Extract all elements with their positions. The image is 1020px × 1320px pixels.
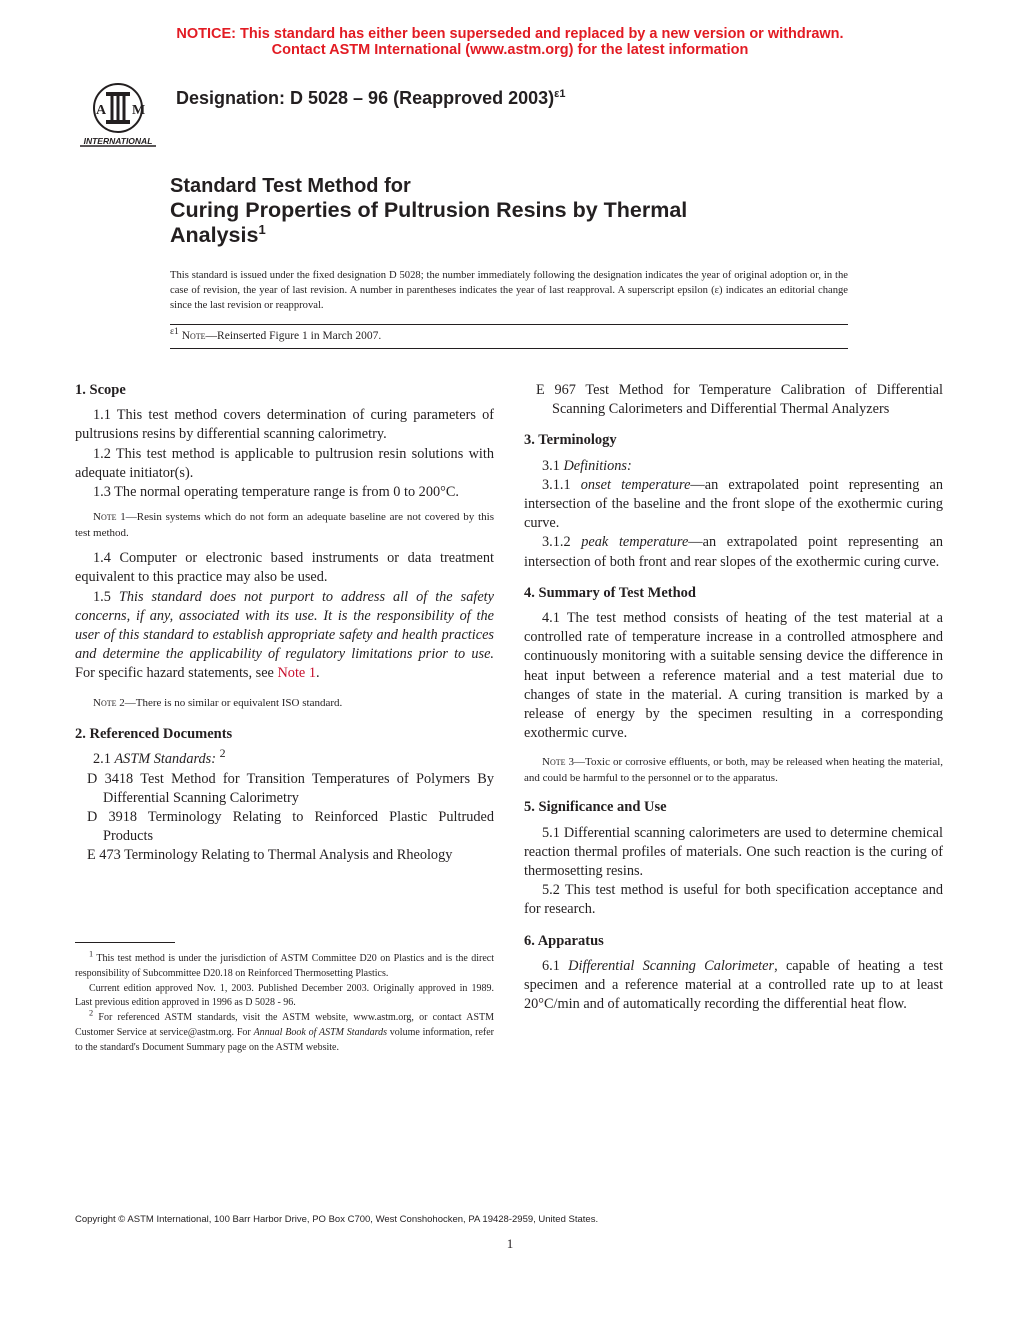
ref-item-e473: E 473 Terminology Relating to Thermal Analysis and Rheology — [87, 847, 453, 864]
note-1-text: 1—Resin systems which do not form an adequate baseline are not covered by this test method. — [75, 511, 494, 539]
note-2 — [75, 696, 494, 712]
section-heading-referenced: 2. Referenced Documents — [75, 726, 233, 743]
section-heading-significance: 5. Significance and Use — [524, 799, 667, 816]
terminology-3-1-1 — [524, 476, 943, 534]
note-2-text: 2—There is no similar or equivalent ISO standard. — [116, 696, 343, 709]
issued-statement: This standard is issued under the fixed designation D 5028; the number immediately following the designation indicates the year of original adoption or, in the case of revision, the year of last revision. A number in parentheses indicates the year of last reapproval. A superscript epsilon (ε) indicates an editorial change since the last revision or reapproval. — [170, 270, 848, 311]
apparatus-6-1-italic: Differential Scanning Calorimeter — [568, 957, 775, 974]
apparatus-6-1-text: , capable of heating a test specimen and a reference material at a controlled rate up to at least 20°C/min and of automatically recording the differential heat flow. — [524, 957, 943, 1013]
significance-5-1: 5.1 Differential scanning calorimeters are used to determine chemical reaction thermal profiles of materials. One such reaction is the curing of thermosetting resins. — [524, 824, 943, 880]
note-3 — [524, 755, 943, 786]
page-number: 1 — [506, 1236, 514, 1251]
footnote-1-sup: 1 — [89, 949, 94, 959]
title-line-1: Standard Test Method for — [170, 175, 411, 197]
terminology-3-1 — [524, 457, 943, 476]
notice-banner — [0, 26, 1020, 58]
ref-item-d3918: D 3918 Terminology Relating to Reinforced Plastic Pultruded Products — [87, 808, 494, 845]
significance-5-2: 5.2 This test method is useful for both specification acceptance and for research. — [524, 882, 943, 918]
referenced-2-1-lead: 2.1 — [93, 751, 115, 768]
copyright: Copyright © ASTM International, 100 Barr Harbor Drive, PO Box C700, West Conshohocken, PA 19428-2959, United States. — [75, 1214, 599, 1225]
designation-text: Designation: D 5028 – 96 (Reapproved 2003) — [176, 88, 555, 108]
footnote-2-text-a: For referenced ASTM standards, visit the ASTM website, www.astm.org, or contact ASTM Customer Service at service@astm.org. For — [75, 1012, 494, 1038]
scope-1-1: 1.1 This test method covers determination of curing parameters of pultrusions resins by differential scanning calorimetry. — [75, 407, 494, 443]
section-heading-summary: 4. Summary of Test Method — [524, 584, 696, 601]
footnote-1-text: This test method is under the jurisdiction of ASTM Committee D20 on Plastics and is the direct responsibility of Subcommittee D20.18 on Reinforced Thermosetting Plastics. — [75, 953, 494, 979]
section-heading-scope: 1. Scope — [75, 382, 126, 398]
scope-1-4: 1.4 Computer or electronic based instruments or data treatment equivalent to this practice may also be used. — [75, 550, 494, 586]
logo-text: INTERNATIONAL — [83, 136, 153, 146]
note-1-link[interactable]: Note 1 — [277, 665, 316, 682]
svg-text:A: A — [96, 103, 107, 118]
ref-item-d3418: D 3418 Test Method for Transition Temperatures of Polymers By Differential Scanning Calorimetry — [87, 770, 494, 806]
footnote-2-sup: 2 — [89, 1008, 94, 1018]
terminology-3-1-2 — [524, 533, 943, 571]
ref-item-e967: E 967 Test Method for Temperature Calibration of Differential Scanning Calorimeters and Differential Thermal Analyzers — [536, 382, 943, 418]
notice-line-1: NOTICE: This standard has either been superseded and replaced by a new version or withdrawn. — [176, 26, 844, 42]
scope-1-5-end: . — [315, 665, 320, 682]
terminology-3-1-1-lead: 3.1.1 — [542, 476, 581, 493]
footnotes — [75, 942, 494, 1056]
note-1-label: Note — [93, 511, 117, 524]
epsilon-mark: ε1 — [170, 326, 179, 338]
scope-1-3: 1.3 The normal operating temperature range is from 0 to 200°C. — [93, 484, 459, 501]
left-column — [75, 381, 494, 866]
referenced-2-1-italic: ASTM Standards: — [114, 751, 216, 768]
term-peak-temperature: peak temperature — [581, 534, 689, 551]
title-line-2: Curing Properties of Pultrusion Resins by Thermal — [170, 198, 688, 222]
terminology-3-1-italic: Definitions: — [563, 457, 632, 474]
note-1 — [75, 510, 494, 541]
title-line-3: Analysis — [170, 223, 259, 247]
apparatus-6-1-lead: 6.1 — [542, 957, 569, 974]
scope-1-5-italic: This standard does not purport to address all of the safety concerns, if any, associated with its use. It is the responsibility of the user of this standard to establish appropriate safety and health practices and determine the applicability of regulatory limitations prior to use. — [75, 588, 494, 663]
summary-4-1: 4.1 The test method consists of heating of the test material at a controlled rate of temperature increase in a controlled atmosphere and continuously monitoring with a suitable sensing device the difference in heat input between a reference material and a test material due to changes of state in the material. A curing transition is marked by a release of energy by the specimen resulting in a corresponding exothermic curve. — [524, 610, 943, 742]
scope-1-5 — [75, 588, 494, 684]
note-3-label: Note — [542, 756, 566, 769]
footnote-1 — [75, 949, 494, 982]
right-column — [524, 381, 943, 1014]
terminology-3-1-lead: 3.1 — [542, 457, 564, 474]
title-sup: 1 — [258, 221, 266, 237]
footnote-2 — [75, 1008, 494, 1055]
note-3-text: 3—Toxic or corrosive effluents, or both, may be released when heating the material, and could be harmful to the personnel or to the apparatus. — [524, 756, 943, 784]
notice-line-2: Contact ASTM International (www.astm.org) for the latest information — [271, 42, 749, 58]
footnote-2-italic: Annual Book of ASTM Standards — [253, 1026, 387, 1038]
terminology-3-1-2-lead: 3.1.2 — [542, 534, 582, 551]
astm-international-logo-icon — [76, 78, 160, 150]
footnote-rule — [75, 942, 175, 943]
terminology-3-1-2-text: —an extrapolated point representing an intersection of both front and rear slopes of the exothermic curing curve. — [524, 534, 943, 570]
svg-text:M: M — [132, 103, 146, 118]
note-2-label: Note — [93, 696, 117, 709]
referenced-2-1 — [75, 746, 494, 769]
epsilon-note-text: —Reinserted Figure 1 in March 2007. — [205, 330, 382, 342]
footnote-1b: Current edition approved Nov. 1, 2003. Published December 2003. Originally approved in 1989. Last previous edition approved in 1996 as D 5028 - 96. — [75, 982, 494, 1009]
scope-1-5-lead: 1.5 — [93, 588, 119, 605]
section-heading-apparatus: 6. Apparatus — [524, 932, 604, 949]
section-heading-terminology: 3. Terminology — [524, 432, 617, 449]
terminology-3-1-1-text: —an extrapolated point representing an intersection of the baseline and the front slope of the exothermic curing curve. — [524, 476, 943, 532]
epsilon-note — [170, 324, 848, 349]
referenced-2-1-sup: 2 — [219, 746, 226, 761]
term-onset-temperature: onset temperature — [580, 476, 691, 493]
footnote-2-text-b: volume information, refer to the standard's Document Summary page on the ASTM website. — [75, 1026, 494, 1053]
designation — [176, 88, 565, 109]
document-title — [170, 174, 870, 248]
designation-sup: ε1 — [554, 88, 566, 100]
scope-1-2: 1.2 This test method is applicable to pultrusion resin solutions with adequate initiator(s). — [75, 445, 494, 481]
apparatus-6-1 — [524, 957, 943, 1015]
scope-1-5-tail: For specific hazard statements, see — [75, 665, 278, 682]
epsilon-note-label: Note — [181, 330, 206, 342]
